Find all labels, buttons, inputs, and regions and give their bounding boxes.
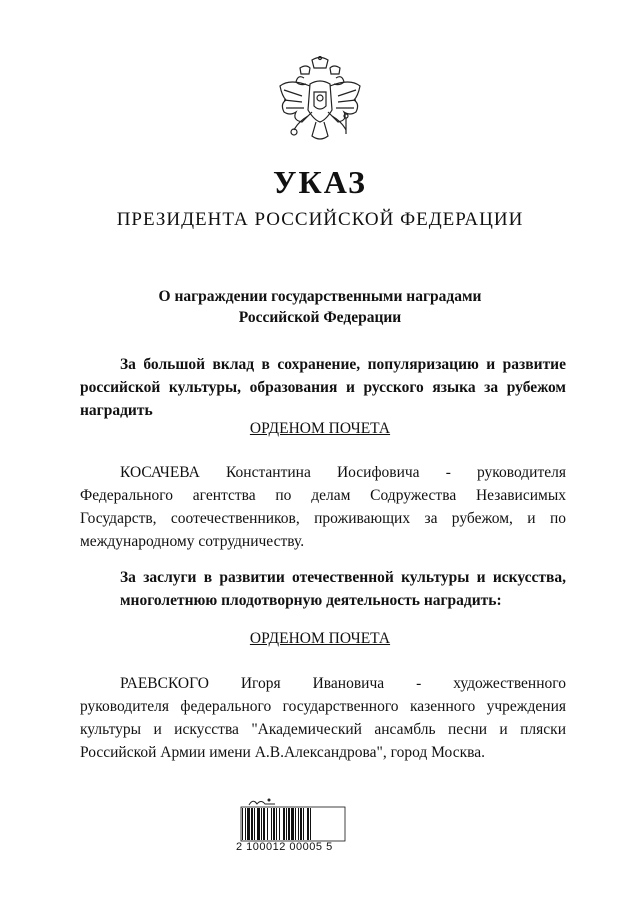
barcode-bar	[288, 808, 290, 840]
barcode-bar	[254, 808, 255, 840]
text-line: Государств, соотечественников, проживающих за рубежом, и по	[80, 510, 566, 527]
decree-heading-line: О награждении государственными наградами	[158, 288, 482, 305]
barcode-bar	[303, 808, 304, 840]
barcode-bar	[283, 808, 285, 840]
barcode-bar	[242, 808, 243, 840]
barcode-bar	[276, 808, 277, 840]
text-line: За большой вклад в сохранение, популяризацию и развитие	[120, 356, 566, 373]
barcode-bar	[271, 808, 272, 840]
document-subtitle: ПРЕЗИДЕНТА РОССИЙСКОЙ ФЕДЕРАЦИИ	[116, 209, 524, 230]
barcode-bar	[286, 808, 287, 840]
barcode-bar	[307, 808, 309, 840]
barcode-bar	[300, 808, 302, 840]
text-line: культуры и искусства "Академический ансамбль песни и пляски	[80, 721, 566, 738]
barcode-bar	[291, 808, 294, 840]
coat-of-arms-icon	[276, 56, 364, 148]
section1-recipient	[80, 461, 566, 553]
text-line: КОСАЧЕВА Константина Иосифовича - руководителя	[120, 464, 566, 481]
section1-intro	[80, 353, 566, 422]
barcode-bar	[261, 808, 262, 840]
decree-heading-line: Российской Федерации	[238, 309, 402, 326]
barcode-bar	[245, 808, 246, 840]
text-line: Российской Армии имени А.В.Александрова", город Москва.	[80, 744, 485, 761]
barcode-bar	[295, 808, 296, 840]
section2-recipient	[80, 672, 566, 764]
text-line: наградить	[80, 402, 153, 419]
barcode-bar	[279, 808, 280, 840]
barcode-bar	[310, 808, 311, 840]
barcode-icon	[240, 806, 346, 846]
barcode-number: 2 100012 00005 5	[236, 841, 333, 853]
document-title: УКАЗ	[273, 164, 367, 200]
barcode-bar	[247, 808, 250, 840]
decree-heading	[80, 286, 560, 328]
text-line: руководителя федерального государственного казенного учреждения	[80, 698, 566, 715]
barcode-bar	[298, 808, 299, 840]
section2-intro	[80, 566, 566, 612]
text-line: многолетнюю плодотворную деятельность наградить:	[120, 592, 502, 609]
text-line: РАЕВСКОГО Игоря Ивановича - художественного	[120, 675, 566, 692]
text-line: За заслуги в развитии отечественной культуры и искусства,	[120, 569, 566, 586]
text-line: международному сотрудничеству.	[80, 533, 305, 550]
barcode-bar	[267, 808, 268, 840]
award-title-1: ОРДЕНОМ ПОЧЕТА	[249, 420, 391, 437]
barcode-bar	[263, 808, 265, 840]
barcode-bar	[251, 808, 253, 840]
award-title-2: ОРДЕНОМ ПОЧЕТА	[249, 630, 391, 647]
barcode-bar	[257, 808, 260, 840]
text-line: российской культуры, образования и русского языка за рубежом	[80, 379, 566, 396]
text-line: Федерального агентства по делам Содружества Независимых	[80, 487, 566, 504]
barcode-bar	[273, 808, 275, 840]
